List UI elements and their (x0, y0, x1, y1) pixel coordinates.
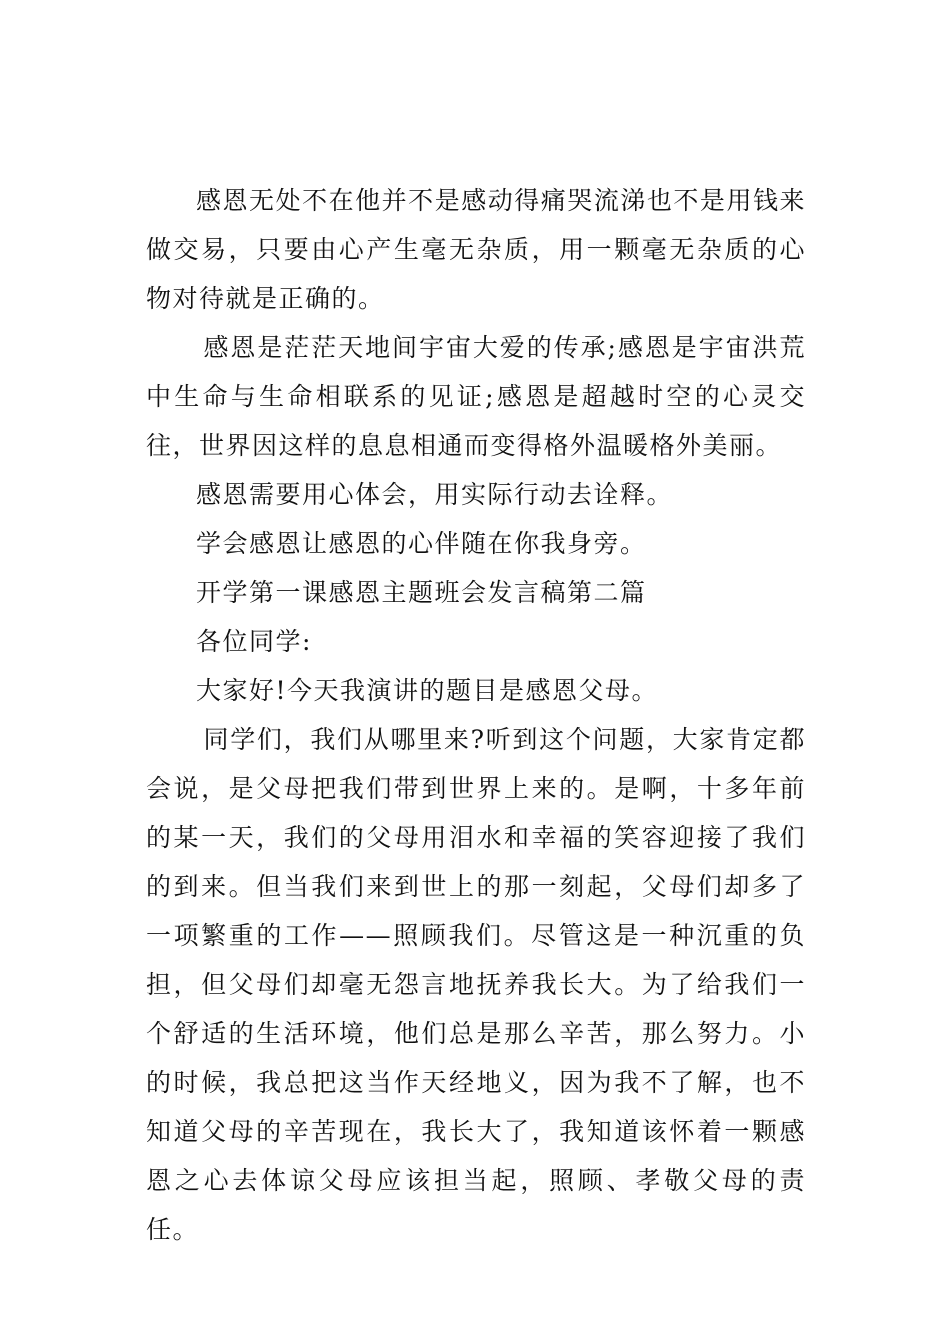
paragraph-1: 感恩无处不在他并不是感动得痛哭流涕也不是用钱来做交易，只要由心产生毫无杂质，用一颗毫无杂质的心物对待就是正确的。 (146, 186, 806, 313)
greeting: 大家好!今天我演讲的题目是感恩父母。 (196, 676, 659, 705)
paragraph-main: 同学们，我们从哪里来?听到这个问题，大家肯定都会说，是父母把我们带到世界上来的。是啊，十多年前的某一天，我们的父母用泪水和幸福的笑容迎接了我们的到来。但当我们来到世上的那一刻起，父母们却多了一项繁重的工作——照顾我们。尽管这是一种沉重的负担，但父母们却毫无怨言地抚养我长大。为了给我们一个舒适的生活环境，他们总是那么辛苦，那么努力。小的时候，我总把这当作天经地义，因为我不了解，也不知道父母的辛苦现在，我长大了，我知道该怀着一颗感恩之心去体谅父母应该担当起，照顾、孝敬父母的责任。 (146, 725, 806, 1244)
salutation: 各位同学: (196, 627, 312, 656)
section-title: 开学第一课感恩主题班会发言稿第二篇 (196, 578, 647, 607)
paragraph-4: 学会感恩让感恩的心伴随在你我身旁。 (196, 529, 647, 558)
paragraph-3: 感恩需要用心体会，用实际行动去诠释。 (196, 480, 674, 509)
document-body (146, 176, 806, 1254)
paragraph-2: 感恩是茫茫天地间宇宙大爱的传承;感恩是宇宙洪荒中生命与生命相联系的见证;感恩是超越时空的心灵交往，世界因这样的息息相通而变得格外温暖格外美丽。 (146, 333, 806, 460)
